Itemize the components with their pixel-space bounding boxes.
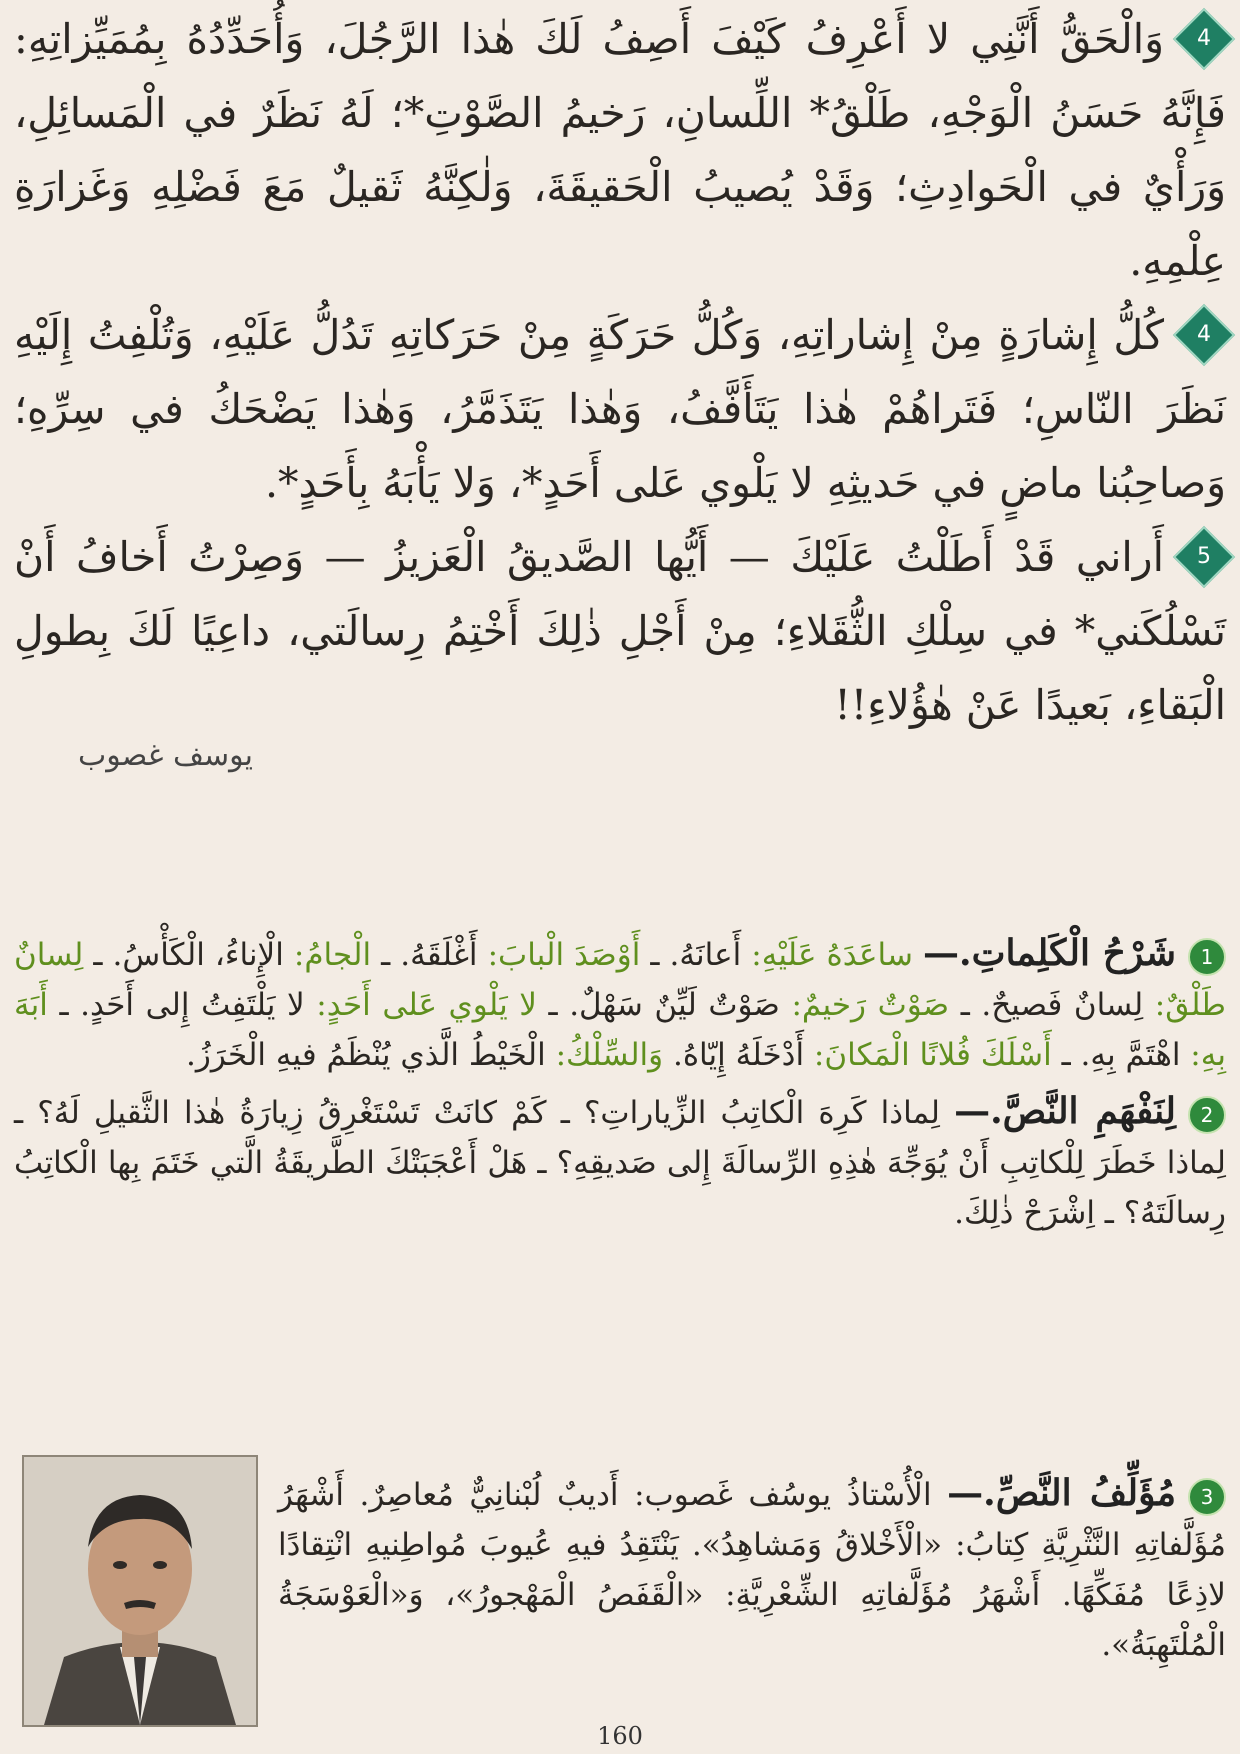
section-title: شَرْحُ الْكَلِماتِ.— — [923, 932, 1177, 974]
vocab-meaning: لِسانٌ فَصيحٌ. ـ — [949, 987, 1155, 1023]
section-comprehension — [14, 1086, 1226, 1238]
page-number: 160 — [597, 1722, 643, 1750]
section-number: 3 — [1188, 1478, 1226, 1516]
author-signature: يوسف غصوب — [78, 738, 254, 773]
author-portrait — [22, 1455, 258, 1727]
portrait-drawing — [24, 1457, 256, 1725]
vocab-meaning: أَعانَهُ. ـ — [640, 937, 752, 973]
paragraph-number-badge: 4 — [1173, 7, 1235, 69]
paragraph-text: أَراني قَدْ أَطَلْتُ عَلَيْكَ — أَيُّها الصَّديقُ الْعَزيزُ — وَصِرْتُ أَخافُ أَنْ تَسْلُكَني* في سِلْكِ الثُّقَلاءِ؛ مِنْ أَجْلِ ذٰلِكَ أَخْتِمُ رِسالَتي، داعِيًا لَكَ بِطولِ الْبَقاءِ، بَعيدًا عَنْ هٰؤُلاءِ!! — [14, 533, 1226, 729]
paragraph-2 — [14, 298, 1226, 520]
section-number: 1 — [1188, 938, 1226, 976]
vocab-word: ساعَدَهُ عَلَيْهِ: — [751, 937, 913, 973]
vocab-word: الْجامُ: — [293, 937, 372, 973]
vocab-meaning: أَغْلَقَهُ. ـ — [371, 937, 488, 973]
body-text — [14, 2, 1226, 742]
paragraph-text: كُلُّ إِشارَةٍ مِنْ إِشاراتِهِ، وَكُلُّ حَرَكَةٍ مِنْ حَرَكاتِهِ تَدُلُّ عَلَيْهِ، وَتُلْفِتُ إِلَيْهِ نَظَرَ النّاسِ؛ فَتَراهُمْ هٰذا يَتَأَفَّفُ، وَهٰذا يَتَذَمَّرُ، وَهٰذا يَضْحَكُ في سِرِّهِ؛ وَصاحِبُنا ماضٍ في حَديثِهِ لا يَلْوي عَلى أَحَدٍ*، وَلا يَأْبَهُ بِأَحَدٍ*. — [14, 311, 1226, 507]
vocab-word: لِسانٌ طَلْقٌ: — [14, 937, 1226, 1023]
vocab-meaning: صَوْتٌ لَيِّنٌ سَهْلٌ. ـ — [536, 987, 792, 1023]
section-author — [278, 1468, 1226, 1670]
comprehension-questions: لِماذا كَرِهَ الْكاتِبُ الزِّياراتِ؟ ـ كَمْ كانَتْ تَسْتَغْرِقُ زِيارَةُ هٰذا الثَّقيلِ لَهُ؟ ـ لِماذا خَطَرَ لِلْكاتِبِ أَنْ يُوَجِّهَ هٰذِهِ الرِّسالَةَ إِلى صَديقِهِ؟ ـ هَلْ أَعْجَبَتْكَ الطَّريقَةُ الَّتي خَتَمَ بِها الْكاتِبُ رِسالَتَهُ؟ ـ اِشْرَحْ ذٰلِكَ. — [14, 1095, 1226, 1231]
vocab-word: أَوْصَدَ الْبابَ: — [487, 937, 641, 973]
vocab-meaning: أَدْخَلَهُ إِيّاهُ. — [663, 1037, 814, 1073]
section-vocabulary — [14, 928, 1226, 1080]
vocab-meaning: لا يَلْتَفِتُ إِلى أَحَدٍ. ـ — [47, 987, 317, 1023]
vocab-meaning: الْإِناءُ، الْكَأْسُ. ـ — [83, 937, 294, 973]
vocab-meaning: اهْتَمَّ بِهِ. ـ — [1051, 1037, 1191, 1073]
vocab-meaning: الْخَيْطُ الَّذي يُنْظَمُ فيهِ الْخَرَزُ. — [186, 1037, 556, 1073]
vocab-word: وَالسِّلْكُ: — [555, 1037, 664, 1073]
section-number: 2 — [1188, 1096, 1226, 1134]
exercises — [14, 928, 1226, 1244]
paragraph-1 — [14, 2, 1226, 298]
vocab-word: لا يَلْوي عَلى أَحَدٍ: — [316, 987, 537, 1023]
vocab-word: أَسْلَكَ فُلانًا الْمَكانَ: — [813, 1037, 1052, 1073]
vocab-word: صَوْتٌ رَخيمٌ: — [791, 987, 950, 1023]
author-bio: الْأُسْتاذُ يوسُف غَصوب: أَديبٌ لُبْنانِيٌّ مُعاصِرٌ. أَشْهَرُ مُؤَلَّفاتِهِ النَّثْرِيَّةِ كِتابُ: «الْأَخْلاقُ وَمَشاهِدُ». يَنْتَقِدُ فيهِ عُيوبَ مُواطِنيهِ انْتِقادًا لاذِعًا مُفَكِّهًا. أَشْهَرُ مُؤَلَّفاتِهِ الشِّعْرِيَّةِ: «الْقَفَصُ الْمَهْجورُ»، وَ«الْعَوْسَجَةُ الْمُلْتَهِبَةُ». — [278, 1477, 1226, 1663]
section-title: لِنَفْهَمِ النَّصَّ.— — [954, 1090, 1176, 1132]
section-title: مُؤَلِّفُ النَّصِّ.— — [947, 1472, 1176, 1514]
paragraph-text: وَالْحَقُّ أَنَّنِي لا أَعْرِفُ كَيْفَ أَصِفُ لَكَ هٰذا الرَّجُلَ، وَأُحَدِّدُهُ بِمُمَيِّزاتِهِ: فَإِنَّهُ حَسَنُ الْوَجْهِ، طَلْقُ* اللِّسانِ، رَخيمُ الصَّوْتِ*؛ لَهُ نَظَرٌ في الْمَسائِلِ، وَرَأْيٌ في الْحَوادِثِ؛ وَقَدْ يُصيبُ الْحَقيقَةَ، وَلٰكِنَّهُ ثَقيلٌ مَعَ فَضْلِهِ وَغَزارَةِ عِلْمِهِ. — [14, 15, 1226, 285]
paragraph-number-badge: 4 — [1173, 303, 1235, 365]
paragraph-number-badge: 5 — [1173, 525, 1235, 587]
paragraph-3 — [14, 520, 1226, 742]
vocab-word: أَبَهَ بِهِ: — [14, 987, 1226, 1073]
